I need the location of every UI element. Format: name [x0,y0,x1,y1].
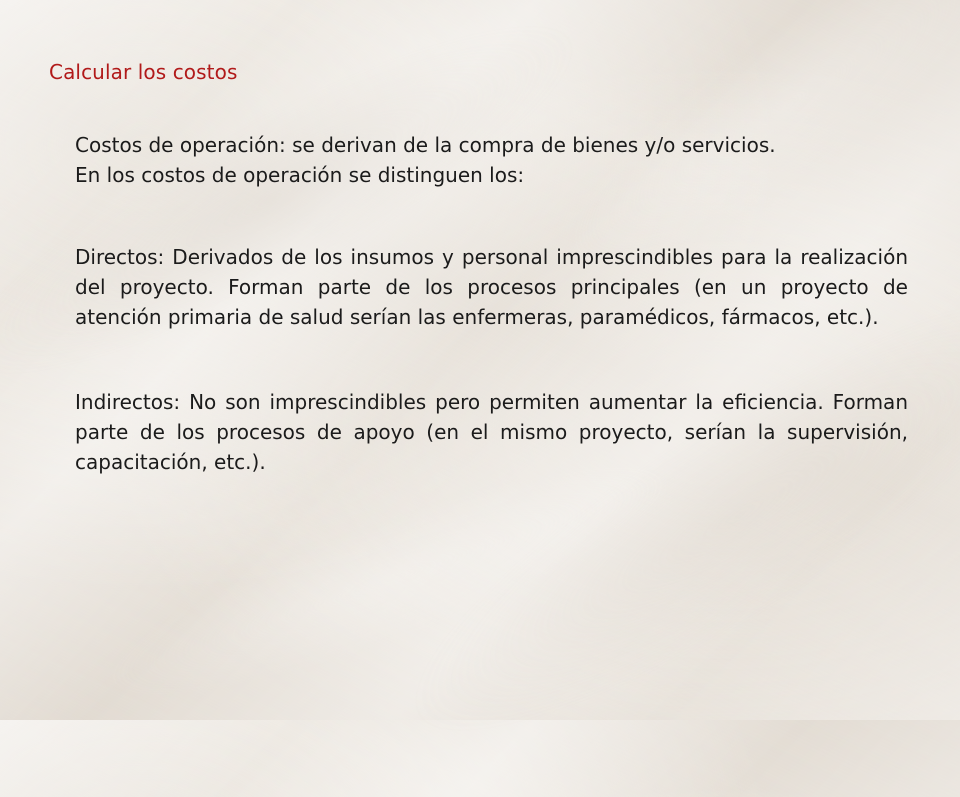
intro-block [75,130,908,190]
directos-paragraph: Directos: Derivados de los insumos y personal imprescindibles para la realización del proyecto. Forman parte de los procesos principales (en un proyecto de atención primaria de salud serían las enfermeras, paramédicos, fármacos, etc.). [75,245,908,329]
indirectos-paragraph: Indirectos: No son imprescindibles pero permiten aumentar la eficiencia. Forman parte de los procesos de apoyo (en el mismo proyecto, serían la supervisión, capacitación, etc.). [75,390,908,474]
intro-line-2: En los costos de operación se distinguen los: [75,163,525,187]
slide-title: Calcular los costos [49,60,238,84]
intro-line-1: Costos de operación: se derivan de la compra de bienes y/o servicios. [75,133,776,157]
slide-content [75,130,908,477]
